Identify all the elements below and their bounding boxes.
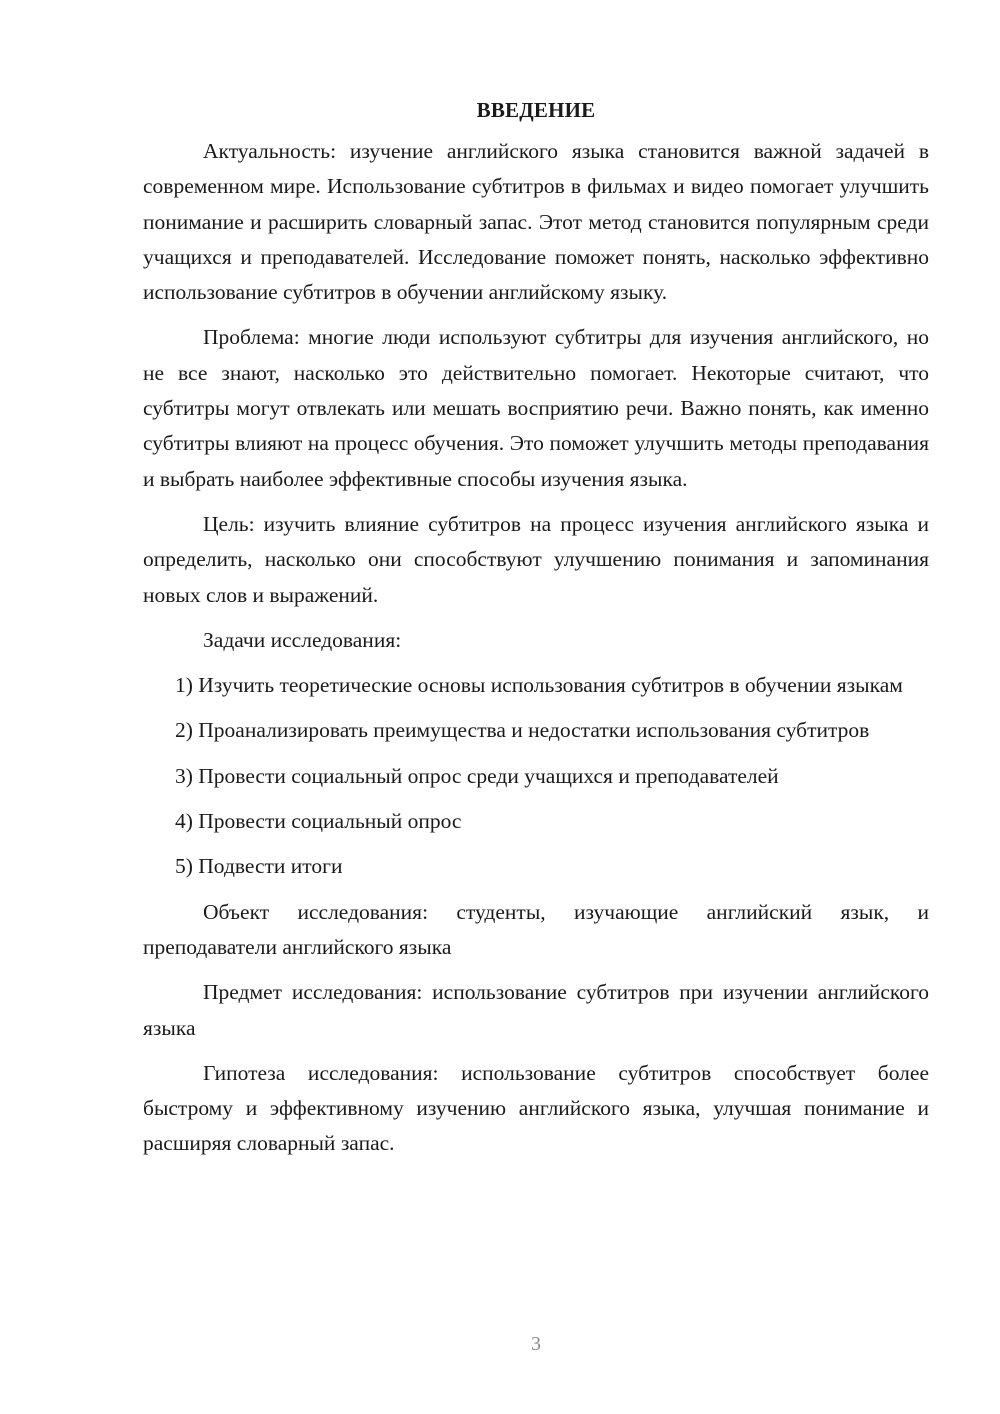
goal-paragraph: Цель: изучить влияние субтитров на процесс изучения английского языка и определить, насколько они способствуют улучшению понимания и запоминания новых слов и выражений. (143, 511, 929, 607)
document-page (143, 92, 929, 1172)
relevance-paragraph: Актуальность: изучение английского языка становится важной задачей в современном мире. Использование субтитров в фильмах и видео помогает улучшить понимание и расширить словарный запас. Этот метод становится популярным среди учащихся и преподавателей. Исследование поможет понять, насколько эффективно использование субтитров в обучении английскому языку. (143, 139, 929, 305)
section-heading: ВВЕДЕНИЕ (476, 98, 596, 122)
problem-paragraph: Проблема: многие люди используют субтитры для изучения английского, но не все знают, насколько это действительно помогает. Некоторые считают, что субтитры могут отвлекать или мешать восприятию речи. Важно понять, как именно субтитры влияют на процесс обучения. Это поможет улучшить методы преподавания и выбрать наиболее эффективные способы изучения языка. (143, 325, 929, 491)
task-item-5: 5) Подвести итоги (175, 854, 343, 879)
task-item-4: 4) Провести социальный опрос (175, 809, 462, 834)
object-paragraph: Объект исследования: студенты, изучающие английский язык, и преподаватели английского языка (143, 899, 929, 959)
task-item-1: 1) Изучить теоретические основы использования субтитров в обучении языкам (175, 673, 903, 698)
subject-paragraph: Предмет исследования: использование субтитров при изучении английского языка (143, 980, 929, 1040)
task-item-2: 2) Проанализировать преимущества и недостатки использования субтитров (175, 718, 870, 743)
page-number: 3 (531, 1333, 541, 1355)
tasks-intro: Задачи исследования: (203, 627, 402, 652)
hypothesis-paragraph: Гипотеза исследования: использование субтитров способствует более быстрому и эффективному изучению английского языка, улучшая понимание и расширяя словарный запас. (143, 1060, 929, 1156)
task-item-3: 3) Провести социальный опрос среди учащихся и преподавателей (175, 763, 779, 788)
